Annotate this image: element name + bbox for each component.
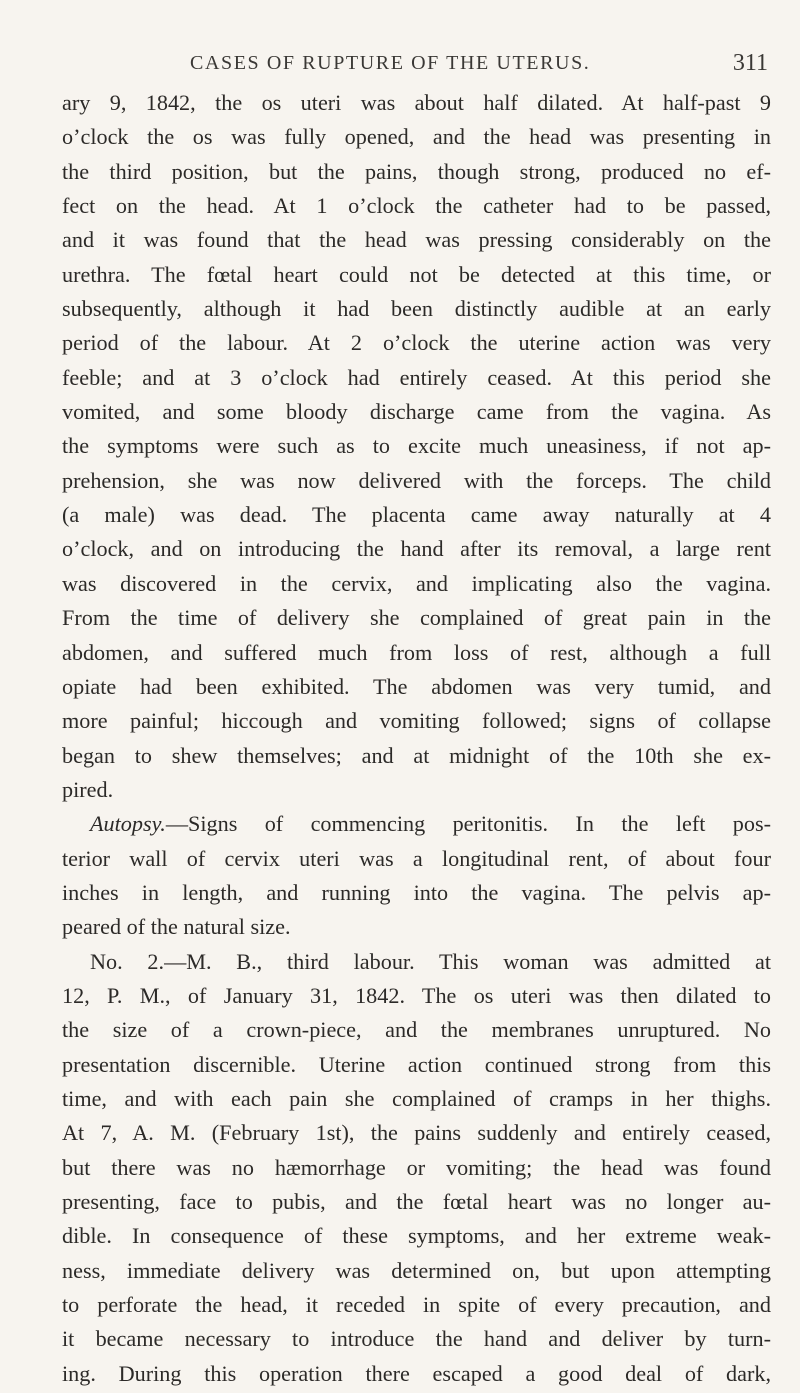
text-line: 12, P. M., of January 31, 1842. The os uteri was then dilated to — [62, 982, 771, 1008]
page-number: 311 — [732, 50, 768, 76]
text-line: abdomen, and suffered much from loss of rest, although a full — [62, 639, 771, 665]
text-line: o’clock the os was fully opened, and the head was presenting in — [62, 124, 771, 150]
text-line: the size of a crown-piece, and the membranes unruptured. No — [62, 1017, 771, 1043]
running-head — [62, 52, 768, 82]
text-line: the symptoms were such as to excite much uneasiness, if not ap- — [62, 433, 771, 459]
running-title: CASES OF RUPTURE OF THE UTERUS. — [190, 52, 591, 74]
text-line: began to shew themselves; and at midnight of the 10th she ex- — [62, 742, 771, 768]
text-line: urethra. The fœtal heart could not be detected at this time, or — [62, 261, 771, 287]
text-line: was discovered in the cervix, and implicating also the vagina. — [62, 570, 771, 596]
text-line: it became necessary to introduce the hand and deliver by turn- — [62, 1326, 771, 1352]
text-line: feeble; and at 3 o’clock had entirely ceased. At this period she — [62, 364, 771, 390]
text-line: time, and with each pain she complained of cramps in her thighs. — [62, 1085, 771, 1111]
text-line: period of the labour. At 2 o’clock the uterine action was very — [62, 330, 771, 356]
autopsy-text: —Signs of commencing peritonitis. In the left pos- — [165, 811, 771, 837]
text-line: subsequently, although it had been distinctly audible at an early — [62, 296, 771, 322]
text-line: opiate had been exhibited. The abdomen was very tumid, and — [62, 673, 771, 699]
text-line: presentation discernible. Uterine action continued strong from this — [62, 1051, 771, 1077]
text-line: and it was found that the head was pressing considerably on the — [62, 227, 771, 253]
autopsy-heading: Autopsy. — [90, 811, 166, 837]
text-line: pired. — [62, 776, 114, 802]
text-line: to perforate the head, it receded in spite of every precaution, and — [62, 1292, 771, 1318]
text-line: At 7, A. M. (February 1st), the pains suddenly and entirely ceased, — [62, 1120, 771, 1146]
text-line: presenting, face to pubis, and the fœtal heart was no longer au- — [62, 1189, 771, 1214]
text-line: o’clock, and on introducing the hand after its removal, a large rent — [62, 536, 771, 562]
text-line: No. 2.—M. B., third labour. This woman was admitted at — [90, 948, 771, 974]
text-line: ary 9, 1842, the os uteri was about half dilated. At half-past 9 — [62, 90, 771, 115]
text-line-autopsy — [62, 807, 771, 841]
text-line: more painful; hiccough and vomiting followed; signs of collapse — [62, 708, 771, 734]
text-line: From the time of delivery she complained of great pain in the — [62, 605, 771, 631]
text-line: prehension, she was now delivered with the forceps. The child — [62, 467, 771, 493]
text-line: fect on the head. At 1 o’clock the catheter had to be passed, — [62, 193, 771, 219]
text-line: (a male) was dead. The placenta came away naturally at 4 — [62, 502, 771, 528]
text-line: terior wall of cervix uteri was a longitudinal rent, of about four — [62, 845, 771, 871]
text-line: dible. In consequence of these symptoms, and her extreme weak- — [62, 1223, 771, 1249]
text-line: ing. During this operation there escaped a good deal of dark, — [62, 1360, 771, 1386]
text-line: the third position, but the pains, though strong, produced no ef- — [62, 158, 771, 184]
text-line: peared of the natural size. — [62, 914, 291, 940]
body-text — [62, 86, 771, 1391]
text-line: inches in length, and running into the vagina. The pelvis ap- — [62, 879, 771, 905]
text-line: ness, immediate delivery was determined on, but upon attempting — [62, 1257, 771, 1283]
text-line: vomited, and some bloody discharge came from the vagina. As — [62, 399, 771, 425]
text-line: but there was no hæmorrhage or vomiting; the head was found — [62, 1154, 771, 1180]
